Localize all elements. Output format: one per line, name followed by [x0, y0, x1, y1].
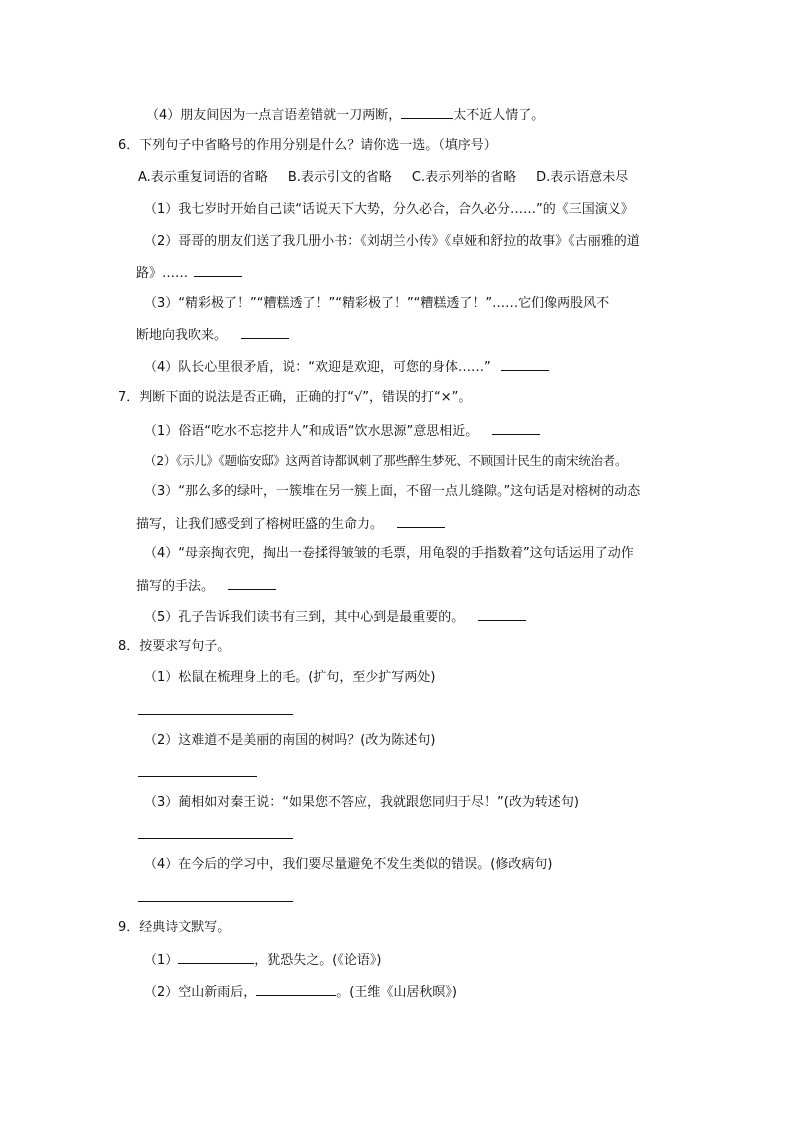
answer-line[interactable]: [138, 776, 257, 777]
answer-line[interactable]: [138, 714, 293, 715]
answer-blank[interactable]: [492, 421, 540, 435]
q6-item-2: （2）哥哥的朋友们送了我几册小书：《刘胡兰小传》《卓娅和舒拉的故事》《古丽雅的道: [144, 234, 640, 249]
answer-blank[interactable]: [178, 950, 254, 964]
q6-item-1: （1）我七岁时开始自己读“话说天下大势，分久必合，合久必分……”的《三国演义》: [144, 202, 634, 217]
q8-title: 8．按要求写句子。: [118, 639, 231, 654]
q9-item-1: [144, 950, 381, 970]
q5-item-4: [146, 105, 544, 125]
q7-title: 7．判断下面的说法是否正确，正确的打“√”，错误的打“×”。: [118, 390, 472, 405]
q6-item-4: [144, 357, 549, 377]
q7-item-4-cont-text: 描写的手法。: [136, 579, 215, 594]
q5-item-4-text: （4）朋友间因为一点言语差错就一刀两断，: [146, 108, 402, 123]
q8-item-4: （4）在今后的学习中，我们要尽量避免不发生类似的错误。(修改病句): [144, 857, 553, 872]
q7-item-4: （4）“母亲掏衣兜，掏出一卷揉得皱皱的毛票，用龟裂的手指数着”这句话运用了动作: [144, 546, 634, 561]
answer-blank[interactable]: [228, 576, 276, 590]
answer-line[interactable]: [138, 901, 293, 902]
q8-item-1: （1）松鼠在梳理身上的毛。(扩句，至少扩写两处): [144, 670, 436, 685]
q6-option-c: C.表示列举的省略: [411, 170, 517, 185]
q9-item-2: [144, 982, 457, 1002]
q7-item-1: [144, 421, 540, 441]
q6-item-3-cont: [136, 325, 289, 345]
q9-item-1-text: ，犹恐失之。(《论语》): [254, 953, 382, 968]
q6-item-4-text: （4）队长心里很矛盾，说：“欢迎是欢迎，可您的身体……”: [144, 360, 491, 375]
q6-item-2-cont-text: 路》……: [136, 266, 189, 281]
q9-item-2-text: （2）空山新雨后，: [144, 985, 257, 1000]
answer-blank[interactable]: [194, 263, 242, 277]
q6-options: [138, 169, 628, 187]
answer-blank[interactable]: [256, 982, 336, 996]
q6-title: 6．下列句子中省略号的作用分别是什么？请你选一选。（填序号）: [118, 138, 497, 153]
q7-item-3: （3）“那么多的绿叶，一簇堆在另一簇上面，不留一点儿缝隙。”这句话是对榕树的动态: [144, 484, 641, 499]
q9-item-1-number: （1）: [144, 953, 179, 968]
answer-blank[interactable]: [401, 105, 453, 119]
q5-item-4-tail: 太不近人情了。: [453, 108, 545, 123]
q8-item-3: （3）蔺相如对秦王说：“如果您不答应，我就跟您同归于尽！”(改为转述句): [144, 795, 579, 810]
q7-item-2: （2）《示儿》《题临安邸》这两首诗都讽刺了那些醉生梦死、不顾国计民生的南宋统治者。: [144, 453, 628, 468]
answer-blank[interactable]: [501, 357, 549, 371]
answer-blank[interactable]: [478, 607, 526, 621]
q6-option-d: D.表示语意未尽: [536, 170, 629, 185]
q8-item-2: （2）这难道不是美丽的南国的树吗？(改为陈述句): [144, 733, 436, 748]
answer-line[interactable]: [138, 838, 293, 839]
q9-title: 9．经典诗文默写。: [118, 920, 231, 935]
q6-option-b: B.表示引文的省略: [287, 170, 392, 185]
q7-item-3-cont-text: 描写，让我们感受到了榕树旺盛的生命力。: [136, 517, 384, 532]
q6-item-3: （3）“精彩极了！”“糟糕透了！”“精彩极了！”“糟糕透了！”……它们像两股风不: [144, 296, 610, 311]
q6-item-3-cont-text: 断地向我吹来。: [136, 328, 228, 343]
q7-item-4-cont: [136, 576, 276, 596]
q9-item-2-tail: 。(王维《山居秋暝》): [336, 985, 457, 1000]
q7-item-1-text: （1）俗语“吃水不忘挖井人”和成语“饮水思源”意思相近。: [144, 424, 479, 439]
answer-blank[interactable]: [397, 514, 445, 528]
answer-blank[interactable]: [241, 325, 289, 339]
q6-option-a: A.表示重复词语的省略: [138, 170, 268, 185]
q7-item-5: [144, 607, 526, 627]
q7-item-5-text: （5）孔子告诉我们读书有三到，其中心到是最重要的。: [144, 610, 465, 625]
q7-item-3-cont: [136, 514, 445, 534]
q6-item-2-cont: [136, 263, 242, 283]
